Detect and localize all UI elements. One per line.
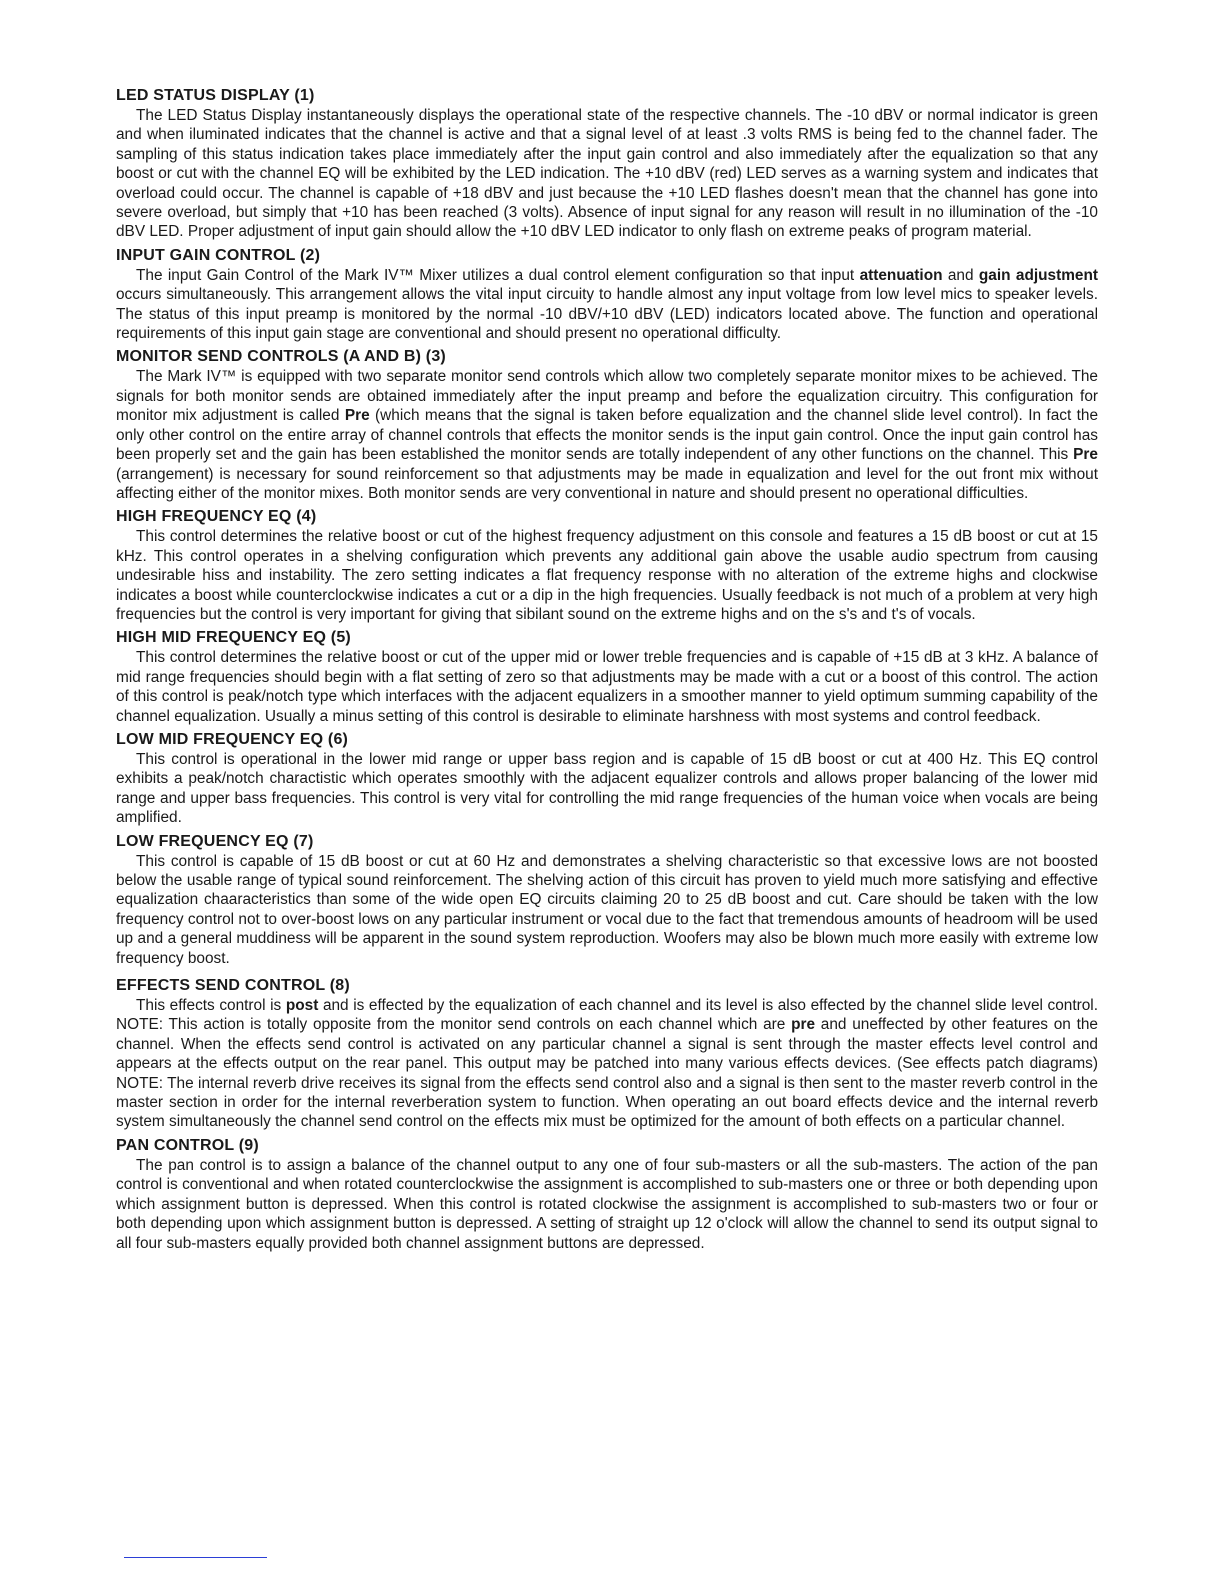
section-body: The input Gain Control of the Mark IV™ Mixer utilizes a dual control element configuration so that input attenuation and gain adjustment occurs simultaneously. This arrangement allows the vital input circuity to handle almost any input voltage from low level mics to speaker levels. The status of this input preamp is monitored by the normal -10 dBV/+10 dBV (LED) indicators located above. The function and operational requirements of this input gain stage are conventional and should present no operational difficulty. [116, 266, 1098, 343]
section-heading: LED STATUS DISPLAY (1) [116, 87, 315, 104]
section-heading: HIGH MID FREQUENCY EQ (5) [116, 629, 351, 647]
section-led-status-display [116, 86, 1098, 242]
section-body: This effects control is post and is effected by the equalization of each channel and its level is also effected by the channel slide level control. NOTE: This action is totally opposite from the monitor send controls on each channel which are pre and uneffected by other features on the channel. When the effects send control is activated on any particular channel a signal is sent through the master effects level control and appears at the effects output on the rear panel. This output may be patched into many various effects devices. (See effects patch diagrams) NOTE: The internal reverb drive receives its signal from the effects send control also and a signal is then sent to the master reverb control in the master section in order for the internal reverberation system to function. When operating an out board effects device and the internal reverb system simultaneously the channel send control on the effects mix must be optimized for the amount of both effects on a particular channel. [116, 997, 1098, 1131]
section-body: This control determines the relative boost or cut of the upper mid or lower treble frequencies and is capable of +15 dB at 3 kHz. A balance of mid range frequencies should begin with a flat setting of zero so that adjustments may be made with a cut or a boost of this control. The action of this control is peak/notch type which interfaces with the adjacent equalizers in a smoother manner to yield optimum summing capability of the channel equalization. Usually a minus setting of this control is desirable to eliminate harshness with most systems and control feedback. [116, 649, 1098, 725]
section-body: This control is operational in the lower mid range or upper bass region and is capable of 15 dB boost or cut at 400 Hz. This EQ control exhibits a peak/notch charactistic which operates smoothly with the adjacent equalizer controls and allows proper balancing of the lower mid range and upper bass frequencies. This control is very vital for controlling the mid range frequencies of the human voice when vocals are being amplified. [116, 750, 1098, 827]
section-heading: EFFECTS SEND CONTROL (8) [116, 977, 350, 995]
section-heading: LOW FREQUENCY EQ (7) [116, 832, 314, 850]
section-body: This control is capable of 15 dB boost or cut at 60 Hz and demonstrates a shelving characteristic so that excessive lows are not boosted below the usable range of typical sound reinforcement. The shelving action of this circuit has proven to yield much more satisfying and effective equalization chaaracteristics than some of the wide open EQ circuits claiming 20 to 25 dB boost and cut. Care should be taken with the low frequency control not to over-boost lows on any particular instrument or vocal due to the fact that tremendous amounts of headroom will be used up and a general muddiness will be apparent in the sound system reproduction. Woofers may also be blown much more easily with extreme low frequency boost. [116, 852, 1098, 967]
section-body: The pan control is to assign a balance of the channel output to any one of four sub-masters or all the sub-masters. The action of the pan control is conventional and when rotated counterclockwise the assignment is accomplished to sub-masters one or three or both depending upon which assignment button is depressed. When this control is rotated clockwise the assignment is accomplished to sub-masters two or four or both depending upon which assignment button is depressed. A setting of straight up 12 o'clock will allow the channel to send its output signal to all four sub-masters equally provided both channel assignment buttons are depressed. [116, 1156, 1098, 1252]
section-body: The Mark IV™ is equipped with two separate monitor send controls which allow two completely separate monitor mixes to be achieved. The signals for both monitor sends are obtained immediately after the input preamp and before the equalization circuitry. This configuration for monitor mix adjustment is called Pre (which means that the signal is taken before equalization and the channel slide level control). In fact the only other control on the entire array of channel controls that effects the monitor sends is the input gain control. Once the input gain control has been properly set and the gain has been established the monitor sends are totally independent of any other functions on the channel. This Pre (arrangement) is necessary for sound reinforcement so that adjustments may be made in equalization and level for the out front mix without affecting either of the monitor mixes. Both monitor sends are very conventional in nature and should present no operational difficulties. [116, 368, 1099, 502]
section-input-gain-control [116, 246, 1098, 344]
manual-page [116, 86, 1098, 1257]
section-effects-send-control [116, 976, 1098, 1132]
section-heading: MONITOR SEND CONTROLS (A AND B) (3) [116, 348, 446, 366]
section-heading: PAN CONTROL (9) [116, 1136, 259, 1154]
section-high-frequency-eq [116, 507, 1098, 624]
section-body: The LED Status Display instantaneously displays the operational state of the respective channels. The -10 dBV or normal indicator is green and when iluminated indicates that the channel is active and that a signal level of at least .3 volts RMS is being fed to the channel fader. The sampling of this status indication takes place immediately after the input gain control and also immediately after the equalization so that any boost or cut with the channel EQ will be exhibited by the LED indication. The +10 dBV (red) LED serves as a warning system and indicates that overload could occur. The channel is capable of +18 dBV and just because the +10 LED flashes doesn't mean that the channel has gone into severe overload, but simply that +10 has been reached (3 volts). Absence of input signal for any reason will result in no illumination of the -10 dBV LED. Proper adjustment of input gain should allow the +10 dBV LED indicator to only flash on extreme peaks of program material. [116, 107, 1098, 241]
section-pan-control [116, 1136, 1098, 1253]
footer-divider [124, 1557, 267, 1558]
section-heading: HIGH FREQUENCY EQ (4) [116, 508, 317, 526]
section-low-mid-frequency-eq [116, 730, 1098, 828]
section-heading: INPUT GAIN CONTROL (2) [116, 246, 321, 264]
section-low-frequency-eq [116, 832, 1098, 968]
section-heading: LOW MID FREQUENCY EQ (6) [116, 730, 349, 748]
section-high-mid-frequency-eq [116, 628, 1098, 726]
section-body: This control determines the relative boost or cut of the highest frequency adjustment on this console and features a 15 dB boost or cut at 15 kHz. This control operates in a shelving configuration which prevents any additional gain above the usable audio spectrum from causing undesirable hiss and instability. The zero setting indicates a flat frequency response with no alteration of the extreme highs and clockwise indicates a boost while counterclockwise indicates a cut or a dip in the high frequencies. Usually feedback is not much of a problem at very high frequencies but the control is very important for giving that sibilant sound on the extreme highs and on the s's and t's of vocals. [116, 528, 1098, 623]
section-monitor-send-controls [116, 347, 1098, 503]
